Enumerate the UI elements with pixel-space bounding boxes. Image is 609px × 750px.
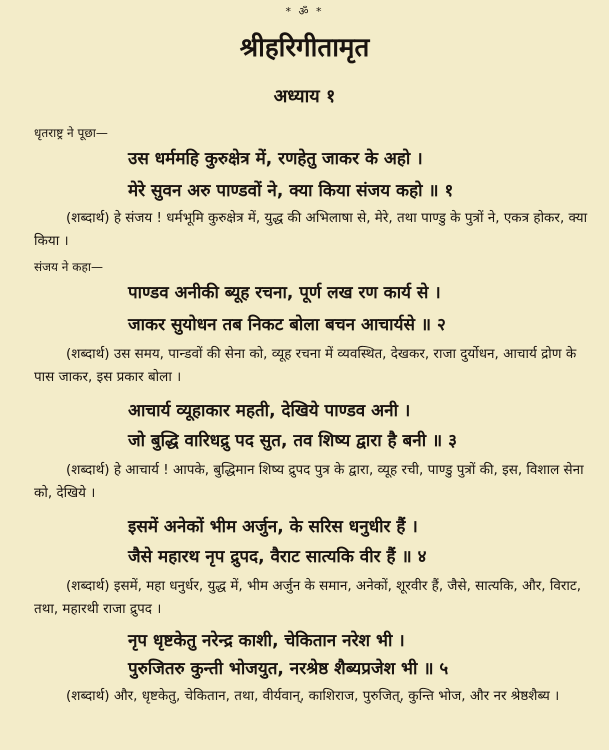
verse-line: मेरे सुवन अरु पाण्डवों ने, क्या किया संजय कहो ॥ १ [128, 181, 454, 201]
speaker-label: संजय ने कहा— [34, 260, 103, 274]
verse-line: उस धर्ममहि कुरुक्षेत्र में, रणहेतु जाकर के अहो । [128, 149, 423, 169]
gloss-text: और, धृष्टकेतु, चेकितान, तथा, वीर्यवान्, काशिराज, पुरुजित्, कुन्ति भोज, और नर श्रेष्ठशैब्य । [113, 688, 560, 704]
gloss-label: (शब्दार्थ) [66, 578, 110, 594]
verse-line: इसमें अनेकों भीम अर्जुन, के सरिस धनुधीर हैं । [128, 517, 418, 537]
verse-line: आचार्य व्यूहाकार महती, देखिये पाण्डव अनी । [128, 401, 411, 421]
speaker-label: धृतराष्ट्र ने पूछा— [34, 126, 108, 140]
gloss-text: हे आचार्य ! आपके, बुद्धिमान शिष्य द्रुपद पुत्र के द्वारा, व्यूह रची, पाण्डु पुत्रों की, इस, विशाल सेना को, देखिये । [34, 462, 584, 501]
gloss-label: (शब्दार्थ) [66, 688, 110, 704]
om-ornament: * ॐ * [285, 5, 324, 18]
chapter-heading: अध्याय १ [273, 86, 336, 107]
gloss-paragraph [34, 575, 594, 621]
gloss-text: उस समय, पान्डवों की सेना को, व्यूह रचना में व्यवस्थित, देखकर, राजा दुर्योधन, आचार्य द्रोण के पास जाकर, इस प्रकार बोला । [34, 346, 577, 385]
gloss-label: (शब्दार्थ) [66, 346, 110, 362]
gloss-paragraph [34, 685, 594, 708]
page-title: श्रीहरिगीतामृत [239, 33, 370, 63]
gloss-text: इसमें, महा धनुर्धर, युद्ध में, भीम अर्जुन के समान, अनेकों, शूरवीर हैं, जैसे, सात्यकि, और, विराट, तथा, महारथी राजा द्रुपद । [34, 578, 582, 617]
verse-line: जाकर सुयोधन तब निकट बोला बचन आचार्यसे ॥ २ [128, 315, 446, 335]
gloss-paragraph [34, 343, 594, 389]
verse-line: जैसे महारथ नृप द्रुपद, वैराट सात्यकि वीर हैं ॥ ४ [128, 547, 427, 567]
verse-line: पाण्डव अनीकी ब्यूह रचना, पूर्ण लख रण कार्य से । [128, 283, 441, 303]
verse-line: पुरुजितरु कुन्ती भोजयुत, नरश्रेष्ठ शैब्यप्रजेश भी ॥ ५ [128, 659, 449, 679]
verse-line: नृप धृष्टकेतु नरेन्द्र काशी, चेकितान नरेश भी । [128, 631, 405, 651]
gloss-paragraph [34, 459, 594, 505]
gloss-paragraph [34, 207, 594, 253]
gloss-text: हे संजय ! धर्मभूमि कुरुक्षेत्र में, युद्ध की अभिलाषा से, मेरे, तथा पाण्डु के पुत्रों ने, एकत्र होकर, क्या किया । [34, 210, 588, 249]
gloss-label: (शब्दार्थ) [66, 462, 110, 478]
verse-line: जो बुद्धि वारिधद्रु पद सुत, तव शिष्य द्वारा है बनी ॥ ३ [128, 431, 457, 451]
gloss-label: (शब्दार्थ) [66, 210, 110, 226]
